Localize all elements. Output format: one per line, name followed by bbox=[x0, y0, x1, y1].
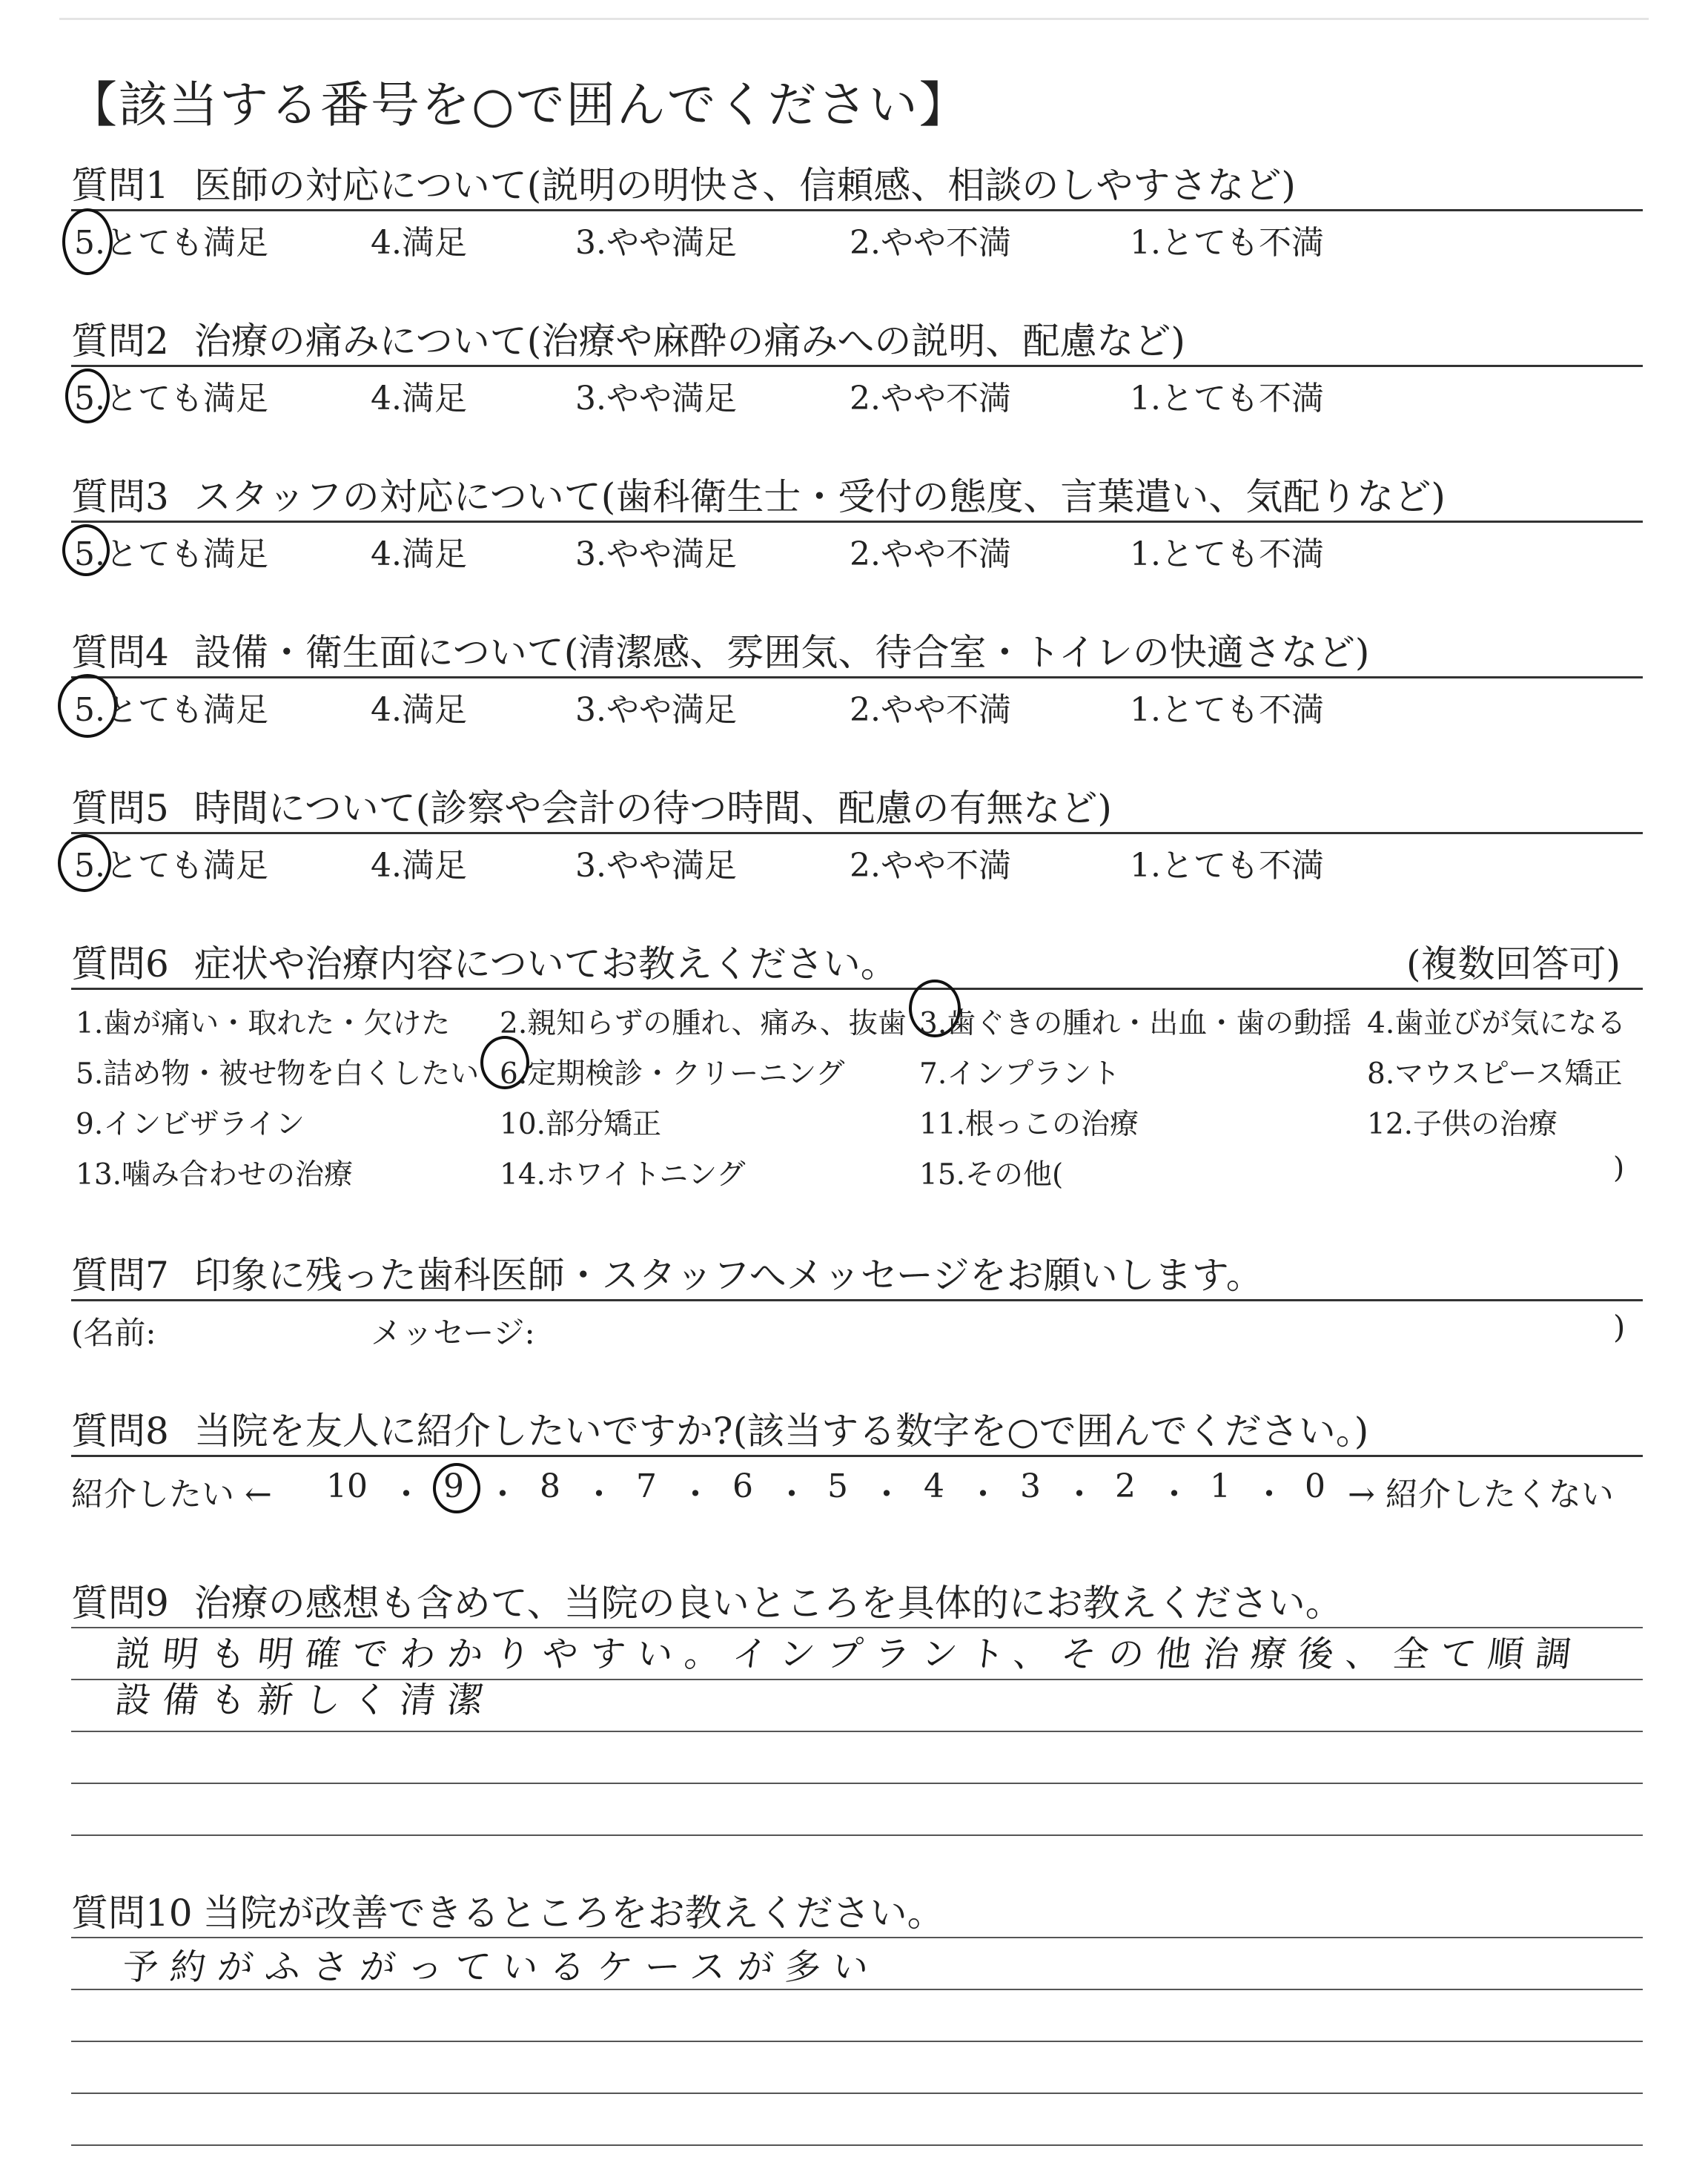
writing-line bbox=[71, 2041, 1643, 2042]
rating-option-3[interactable]: 3.やや満足 bbox=[575, 535, 737, 573]
scale-value-10[interactable]: 10 bbox=[326, 1467, 368, 1505]
question-2 bbox=[71, 317, 1643, 419]
rating-option-3[interactable]: 3.やや満足 bbox=[575, 691, 737, 729]
rating-option-4[interactable]: 4.満足 bbox=[371, 380, 467, 417]
scale-value-0[interactable]: 0 bbox=[1305, 1467, 1325, 1505]
rating-option-5[interactable]: 5.とても満足 bbox=[74, 535, 268, 573]
rating-option-5[interactable]: 5.とても満足 bbox=[74, 380, 268, 417]
question-7 bbox=[71, 1252, 1643, 1353]
rating-options bbox=[71, 367, 1643, 419]
rating-option-2[interactable]: 2.やや不満 bbox=[850, 691, 1011, 729]
scale-value-6[interactable]: 6 bbox=[732, 1467, 753, 1505]
message-fields bbox=[71, 1301, 1643, 1353]
top-border bbox=[59, 18, 1649, 20]
question-number: 質問7 bbox=[71, 1254, 169, 1297]
rating-options bbox=[71, 678, 1643, 730]
name-field-label[interactable]: (名前: bbox=[71, 1315, 156, 1351]
question-number: 質問10 bbox=[71, 1892, 193, 1935]
symptom-option-2[interactable]: 2.親知らずの腫れ、痛み、抜歯 bbox=[500, 1007, 907, 1040]
scale-value-4[interactable]: 4 bbox=[924, 1467, 944, 1505]
writing-line bbox=[71, 2093, 1643, 2094]
rating-option-1[interactable]: 1.とても不満 bbox=[1130, 847, 1324, 885]
question-title: 症状や治療内容についてお教えください。 bbox=[193, 942, 898, 985]
question-title: スタッフの対応について(歯科衛生士・受付の態度、言葉遣い、気配りなど) bbox=[193, 475, 1446, 518]
rating-option-1[interactable]: 1.とても不満 bbox=[1130, 224, 1324, 262]
question-title: 医師の対応について(説明の明快さ、信頼感、相談のしやすさなど) bbox=[193, 164, 1296, 207]
question-5 bbox=[71, 785, 1643, 886]
symptom-option-7[interactable]: 7.インプラント bbox=[919, 1057, 1121, 1091]
question-title: 印象に残った歯科医師・スタッフへメッセージをお願いします。 bbox=[193, 1254, 1263, 1297]
question-number: 質問4 bbox=[71, 631, 169, 674]
rating-option-3[interactable]: 3.やや満足 bbox=[575, 380, 737, 417]
handwritten-answer-line: 説明も明確でわかりやすい。インプラント、その他治療後、全て順調 bbox=[113, 1634, 1586, 1675]
question-4 bbox=[71, 629, 1643, 730]
question-number: 質問1 bbox=[71, 164, 169, 207]
question-title: 時間について(診察や会計の待つ時間、配慮の有無など) bbox=[193, 787, 1112, 830]
scale-value-2[interactable]: 2 bbox=[1115, 1467, 1136, 1505]
question-title: 当院を友人に紹介したいですか?(該当する数字を○で囲んでください。) bbox=[193, 1410, 1369, 1453]
scale-right-label: → 紹介したくない bbox=[1348, 1476, 1614, 1513]
message-field-label[interactable]: メッセージ: bbox=[371, 1315, 535, 1351]
rating-option-3[interactable]: 3.やや満足 bbox=[575, 847, 737, 885]
rating-option-4[interactable]: 4.満足 bbox=[371, 691, 467, 729]
question-1 bbox=[71, 162, 1643, 263]
symptom-option-8[interactable]: 8.マウスピース矯正 bbox=[1367, 1057, 1623, 1091]
rating-option-2[interactable]: 2.やや不満 bbox=[850, 224, 1011, 262]
writing-line bbox=[71, 1834, 1643, 1836]
symptom-option-14[interactable]: 14.ホワイトニング bbox=[500, 1158, 746, 1192]
question-title: 設備・衛生面について(清潔感、雰囲気、待合室・トイレの快適さなど) bbox=[193, 631, 1370, 674]
symptom-option-6[interactable]: 6.定期検診・クリーニング bbox=[500, 1057, 845, 1091]
writing-line bbox=[71, 2144, 1643, 2146]
symptom-option-12[interactable]: 12.子供の治療 bbox=[1367, 1108, 1558, 1141]
symptom-option-15[interactable]: 15.その他( bbox=[919, 1158, 1064, 1192]
question-6 bbox=[71, 940, 1643, 1198]
rating-option-2[interactable]: 2.やや不満 bbox=[850, 535, 1011, 573]
rating-options bbox=[71, 523, 1643, 575]
question-title: 治療の痛みについて(治療や麻酔の痛みへの説明、配慮など) bbox=[193, 320, 1185, 363]
scale-value-7[interactable]: 7 bbox=[636, 1467, 657, 1505]
scale-value-5[interactable]: 5 bbox=[827, 1467, 848, 1505]
question-number: 質問2 bbox=[71, 320, 169, 363]
rating-option-1[interactable]: 1.とても不満 bbox=[1130, 380, 1324, 417]
symptom-options bbox=[71, 990, 1643, 1198]
message-close-paren: ) bbox=[1613, 1309, 1626, 1345]
question-number: 質問8 bbox=[71, 1410, 169, 1453]
question-8 bbox=[71, 1407, 1643, 1524]
rating-option-4[interactable]: 4.満足 bbox=[371, 535, 467, 573]
scale-value-8[interactable]: 8 bbox=[540, 1467, 560, 1505]
scale-value-3[interactable]: 3 bbox=[1020, 1467, 1041, 1505]
answer-area[interactable] bbox=[71, 1937, 1643, 2159]
symptom-option-9[interactable]: 9.インビザライン bbox=[76, 1108, 305, 1141]
rating-option-4[interactable]: 4.満足 bbox=[371, 224, 467, 262]
scale-value-9[interactable]: 9 bbox=[443, 1467, 464, 1505]
symptom-option-13[interactable]: 13.噛み合わせの治療 bbox=[76, 1158, 354, 1192]
symptom-option-11[interactable]: 11.根っこの治療 bbox=[919, 1108, 1139, 1141]
question-10 bbox=[71, 1889, 1643, 2159]
question-9 bbox=[71, 1579, 1643, 1894]
writing-line bbox=[71, 1783, 1643, 1784]
question-number: 質問3 bbox=[71, 475, 169, 518]
symptom-option-4[interactable]: 4.歯並びが気になる bbox=[1367, 1007, 1626, 1040]
symptom-option-10[interactable]: 10.部分矯正 bbox=[500, 1108, 662, 1141]
question-title: 当院が改善できるところをお教えください。 bbox=[202, 1892, 944, 1935]
answer-area[interactable] bbox=[71, 1627, 1643, 1894]
question-title: 治療の感想も含めて、当院の良いところを具体的にお教えください。 bbox=[193, 1582, 1343, 1625]
question-number: 質問6 bbox=[71, 942, 169, 985]
rating-option-3[interactable]: 3.やや満足 bbox=[575, 224, 737, 262]
symptom-option-3[interactable]: 3.歯ぐきの腫れ・出血・歯の動揺 bbox=[919, 1007, 1352, 1040]
rating-option-5[interactable]: 5.とても満足 bbox=[74, 847, 268, 885]
rating-option-2[interactable]: 2.やや不満 bbox=[850, 847, 1011, 885]
rating-option-1[interactable]: 1.とても不満 bbox=[1130, 535, 1324, 573]
question-3 bbox=[71, 473, 1643, 575]
multiple-answer-note: (複数回答可) bbox=[1406, 942, 1621, 985]
rating-options bbox=[71, 211, 1643, 263]
rating-option-4[interactable]: 4.満足 bbox=[371, 847, 467, 885]
handwritten-answer-line: 予約がふさがっているケースが多い bbox=[120, 1946, 883, 1988]
scale-left-label: 紹介したい ← bbox=[71, 1476, 272, 1513]
writing-line bbox=[71, 1731, 1643, 1732]
rating-option-5[interactable]: 5.とても満足 bbox=[74, 224, 268, 262]
symptom-option-1[interactable]: 1.歯が痛い・取れた・欠けた bbox=[76, 1007, 451, 1040]
symptom-option-5[interactable]: 5.詰め物・被せ物を白くしたい bbox=[76, 1057, 480, 1091]
form-header: 【該当する番号を○で囲んでください】 bbox=[68, 76, 970, 133]
rating-options bbox=[71, 834, 1643, 886]
recommend-scale: 紹介したい ← 10 ・ 9 ・ 8 ・ 7 ・ 6 ・ 5 ・ 4 ・ 3 ・ 2 ・ 1 ・ 0 → 紹介したくない bbox=[71, 1457, 1643, 1524]
rating-option-5[interactable]: 5.とても満足 bbox=[74, 691, 268, 729]
rating-option-1[interactable]: 1.とても不満 bbox=[1130, 691, 1324, 729]
handwritten-answer-line: 設備も新しく清潔 bbox=[113, 1680, 497, 1721]
question-number: 質問9 bbox=[71, 1582, 169, 1625]
scale-value-1[interactable]: 1 bbox=[1210, 1467, 1231, 1505]
rating-option-2[interactable]: 2.やや不満 bbox=[850, 380, 1011, 417]
question-number: 質問5 bbox=[71, 787, 169, 830]
other-close-paren: ) bbox=[1613, 1152, 1625, 1185]
